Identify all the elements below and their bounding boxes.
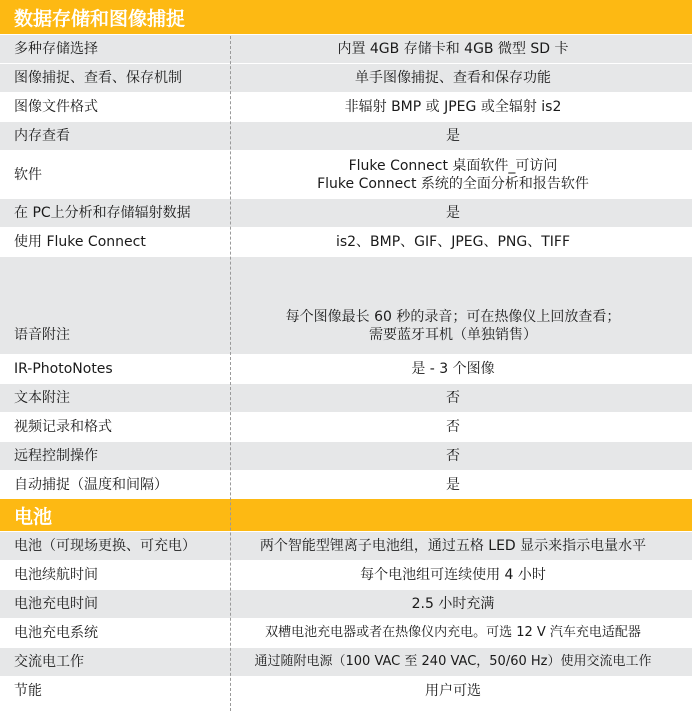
- row-label: 语音附注: [14, 327, 70, 343]
- row-label: 软件: [14, 166, 42, 183]
- table-row: [0, 257, 692, 355]
- row-value: 双槽电池充电器或者在热像仪内充电。可选 12 V 汽车充电适配器: [265, 625, 641, 640]
- row-value: Fluke Connect 桌面软件_可访问 Fluke Connect 系统的全面分析和报告软件: [317, 157, 589, 192]
- row-label: 电池（可现场更换、可充电）: [14, 538, 196, 554]
- row-value: 非辐射 BMP 或 JPEG 或全辐射 is2: [344, 99, 562, 115]
- row-label: 电池续航时间: [14, 567, 98, 583]
- row-label: 图像捕捉、查看、保存机制: [14, 70, 182, 86]
- table-row: [0, 677, 692, 706]
- row-value: 每个图像最长 60 秒的录音；可在热像仪上回放查看； 需要蓝牙耳机（单独销售）: [285, 309, 621, 343]
- row-label: 在 PC上分析和存储辐射数据: [14, 205, 191, 221]
- row-value: 是: [446, 128, 460, 144]
- section-header-battery: [0, 499, 692, 532]
- row-value: 单手图像捕捉、查看和保存功能: [355, 70, 551, 86]
- table-row: [0, 532, 692, 561]
- table-row: [0, 64, 692, 93]
- row-label: 使用 Fluke Connect: [14, 234, 146, 250]
- table-row: [0, 471, 692, 499]
- table-row: [0, 442, 692, 471]
- table-row: [0, 590, 692, 619]
- table-row: [0, 619, 692, 648]
- row-value: 否: [446, 448, 460, 464]
- row-value: is2、BMP、GIF、JPEG、PNG、TIFF: [335, 234, 571, 250]
- row-value: 否: [446, 390, 460, 406]
- table-row: [0, 648, 692, 677]
- table-row: [0, 122, 692, 151]
- row-label: IR-PhotoNotes: [14, 361, 113, 377]
- section-title: 数据存储和图像捕捉: [14, 7, 186, 30]
- row-label: 电池充电系统: [14, 625, 98, 641]
- table-row: [0, 228, 692, 257]
- row-value: 2.5 小时充满: [411, 596, 495, 612]
- row-value: 是: [446, 476, 460, 493]
- table-row: [0, 151, 692, 199]
- row-value: 是: [446, 205, 460, 221]
- row-label: 多种存储选择: [14, 41, 98, 57]
- column-divider: [230, 36, 231, 711]
- row-value: 通过随附电源（100 VAC 至 240 VAC，50/60 Hz）使用交流电工作: [254, 654, 652, 669]
- row-label: 电池充电时间: [14, 596, 98, 612]
- section-header-data-storage: [0, 0, 692, 35]
- table-row: [0, 413, 692, 442]
- row-label: 文本附注: [14, 390, 70, 406]
- row-value: 否: [446, 419, 460, 435]
- table-row: [0, 35, 692, 64]
- section-title: 电池: [14, 505, 53, 528]
- row-label: 视频记录和格式: [14, 419, 112, 435]
- row-value: 两个智能型锂离子电池组，通过五格 LED 显示来指示电量水平: [259, 538, 647, 554]
- table-row: [0, 384, 692, 413]
- row-value: 每个电池组可连续使用 4 小时: [360, 567, 546, 583]
- row-label: 自动捕捉（温度和间隔）: [14, 476, 168, 493]
- table-row: [0, 561, 692, 590]
- row-label: 节能: [14, 683, 42, 699]
- row-value: 内置 4GB 存储卡和 4GB 微型 SD 卡: [337, 41, 569, 57]
- row-label: 内存查看: [14, 128, 70, 144]
- row-value: 是 - 3 个图像: [411, 361, 495, 377]
- row-label: 远程控制操作: [14, 448, 98, 464]
- row-value: 用户可选: [425, 683, 481, 699]
- table-row: [0, 93, 692, 122]
- row-label: 交流电工作: [14, 654, 84, 670]
- table-row: [0, 199, 692, 228]
- table-row: [0, 355, 692, 384]
- row-label: 图像文件格式: [14, 99, 98, 115]
